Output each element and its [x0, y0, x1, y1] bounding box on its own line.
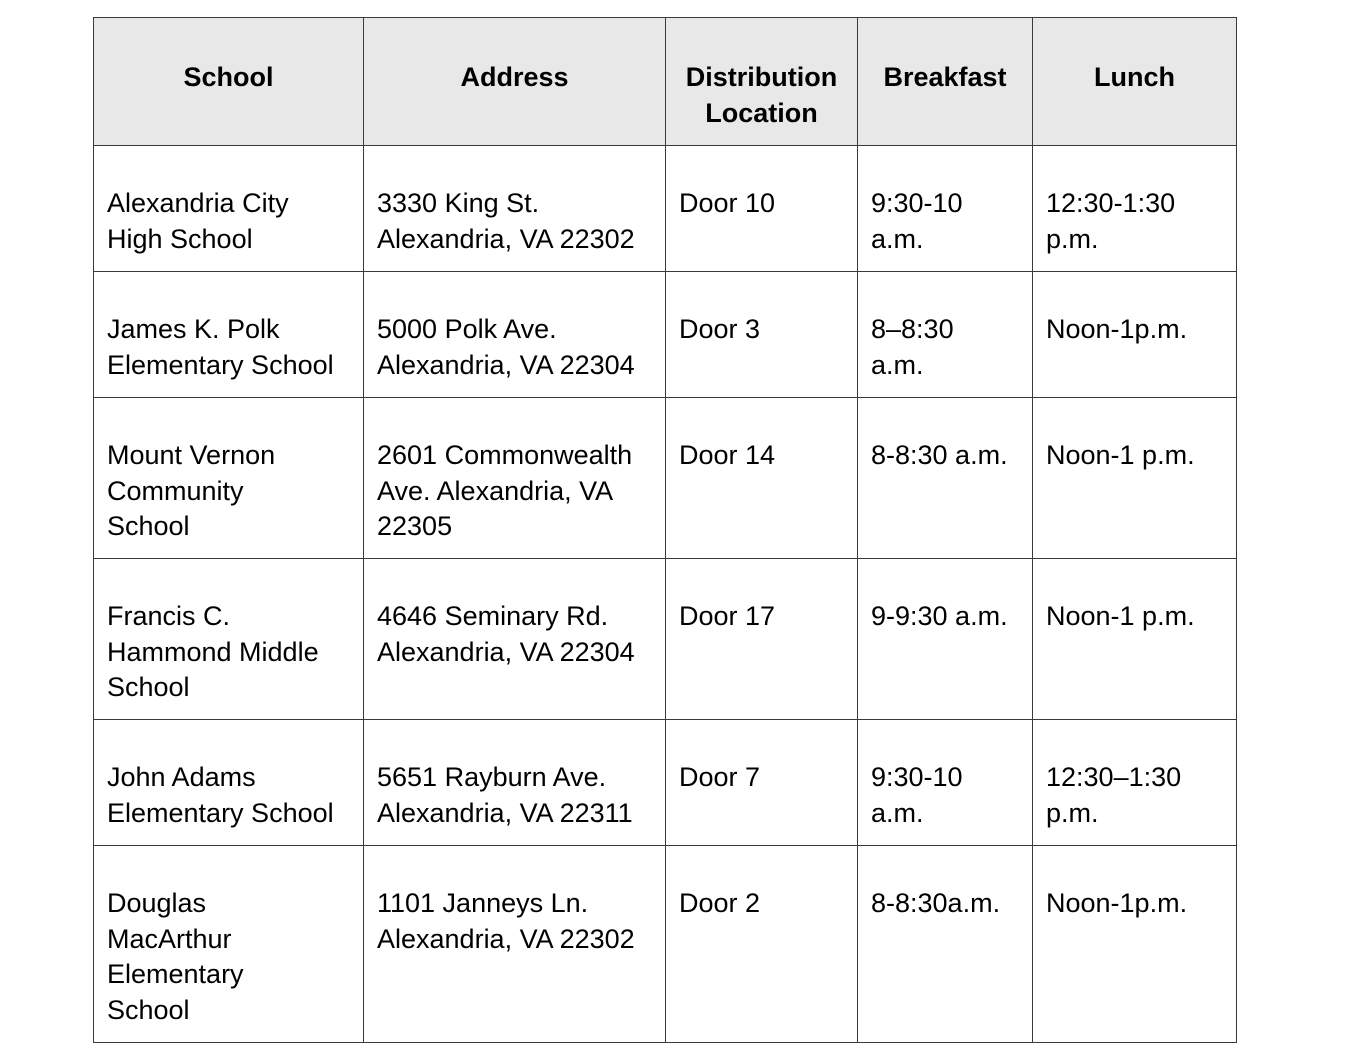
header-lunch: Lunch [1033, 18, 1237, 146]
school-cell: Alexandria City High School [94, 146, 364, 272]
address-cell: 1101 Janneys Ln. Alexandria, VA 22302 [364, 846, 666, 1043]
lunch-cell: Noon-1p.m. [1033, 272, 1237, 398]
school-cell: Mount Vernon Community School [94, 398, 364, 559]
table-row [94, 272, 1237, 398]
table-row [94, 846, 1237, 1043]
address-cell: 5000 Polk Ave. Alexandria, VA 22304 [364, 272, 666, 398]
distribution-cell: Door 7 [666, 720, 858, 846]
distribution-cell: Door 17 [666, 559, 858, 720]
distribution-cell: Door 2 [666, 846, 858, 1043]
table-row [94, 720, 1237, 846]
school-cell: John Adams Elementary School [94, 720, 364, 846]
address-cell: 3330 King St. Alexandria, VA 22302 [364, 146, 666, 272]
lunch-cell: Noon-1 p.m. [1033, 398, 1237, 559]
distribution-cell: Door 14 [666, 398, 858, 559]
school-cell: Douglas MacArthur Elementary School [94, 846, 364, 1043]
address-cell: 2601 Commonwealth Ave. Alexandria, VA 22305 [364, 398, 666, 559]
table-row [94, 398, 1237, 559]
breakfast-cell: 8-8:30 a.m. [858, 398, 1033, 559]
school-cell: James K. Polk Elementary School [94, 272, 364, 398]
table-row [94, 559, 1237, 720]
header-row [94, 18, 1237, 146]
address-cell: 5651 Rayburn Ave. Alexandria, VA 22311 [364, 720, 666, 846]
lunch-cell: Noon-1p.m. [1033, 846, 1237, 1043]
distribution-cell: Door 3 [666, 272, 858, 398]
distribution-cell: Door 10 [666, 146, 858, 272]
header-school: School [94, 18, 364, 146]
header-breakfast: Breakfast [858, 18, 1033, 146]
breakfast-cell: 8-8:30a.m. [858, 846, 1033, 1043]
school-cell: Francis C. Hammond Middle School [94, 559, 364, 720]
lunch-cell: 12:30–1:30 p.m. [1033, 720, 1237, 846]
address-cell: 4646 Seminary Rd. Alexandria, VA 22304 [364, 559, 666, 720]
header-distribution-location: Distribution Location [666, 18, 858, 146]
header-address: Address [364, 18, 666, 146]
breakfast-cell: 9:30-10 a.m. [858, 146, 1033, 272]
lunch-cell: Noon-1 p.m. [1033, 559, 1237, 720]
meal-distribution-table [93, 17, 1237, 1043]
breakfast-cell: 8–8:30 a.m. [858, 272, 1033, 398]
breakfast-cell: 9-9:30 a.m. [858, 559, 1033, 720]
table-row [94, 146, 1237, 272]
lunch-cell: 12:30-1:30 p.m. [1033, 146, 1237, 272]
breakfast-cell: 9:30-10 a.m. [858, 720, 1033, 846]
